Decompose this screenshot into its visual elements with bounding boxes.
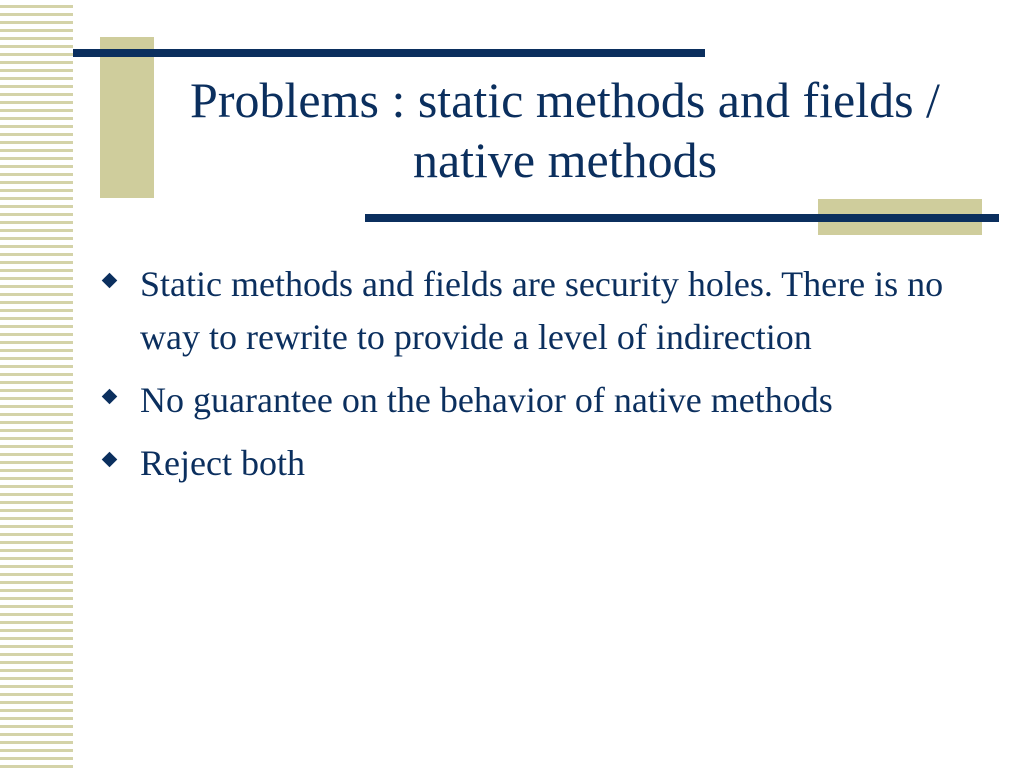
bullet-text: Static methods and fields are security holes. There is no way to rewrite to provide a level of indirection	[140, 264, 944, 357]
bullet-item	[104, 258, 974, 364]
title-rule-bottom	[365, 214, 999, 222]
diamond-bullet-icon	[102, 452, 118, 468]
striped-sidebar-decoration	[0, 0, 73, 768]
bullet-text: Reject both	[140, 443, 305, 483]
tan-accent-block-top	[100, 37, 154, 198]
slide-title: Problems : static methods and fields / native methods	[190, 72, 940, 188]
diamond-bullet-icon	[102, 389, 118, 405]
title-rule-top	[73, 49, 705, 57]
bullet-text: No guarantee on the behavior of native methods	[140, 380, 833, 420]
bullet-list	[104, 258, 974, 500]
bullet-item	[104, 374, 974, 427]
bullet-item	[104, 437, 974, 490]
diamond-bullet-icon	[102, 273, 118, 289]
